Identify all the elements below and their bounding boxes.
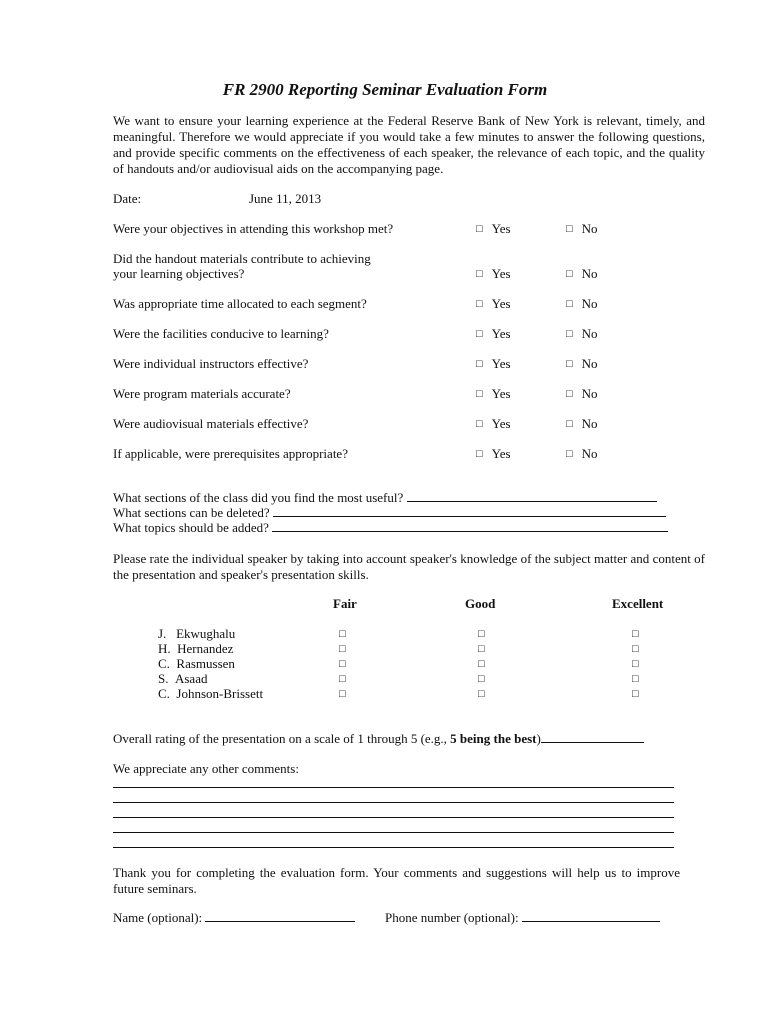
rating-checkbox-excellent[interactable]: □ xyxy=(632,628,639,640)
question-audiovisual: Were audiovisual materials effective? xyxy=(113,416,309,431)
checkbox-icon[interactable]: □ xyxy=(566,298,573,310)
yes-option-facilities[interactable]: □ Yes xyxy=(476,326,511,341)
no-option-handouts[interactable]: □ No xyxy=(566,266,598,281)
no-option-audiovisual[interactable]: □ No xyxy=(566,416,598,431)
checkbox-icon[interactable]: □ xyxy=(476,223,483,235)
name-row: Name (optional): xyxy=(113,910,355,926)
open-question-useful: What sections of the class did you find the most useful? xyxy=(113,490,657,506)
thank-you-note: Thank you for completing the evaluation form. Your comments and suggestions will help us to improve future seminars. xyxy=(113,865,680,896)
checkbox-icon[interactable]: □ xyxy=(476,388,483,400)
question-facilities: Were the facilities conducive to learning? xyxy=(113,326,329,341)
comment-line[interactable] xyxy=(113,847,674,848)
checkbox-icon[interactable]: □ xyxy=(476,448,483,460)
speaker-row: H. Hernandez xyxy=(158,641,234,656)
name-field[interactable] xyxy=(205,910,355,922)
speaker-row: J. Ekwughalu xyxy=(158,626,236,641)
yes-option-materials[interactable]: □ Yes xyxy=(476,386,511,401)
no-option-facilities[interactable]: □ No xyxy=(566,326,598,341)
checkbox-icon[interactable]: □ xyxy=(566,328,573,340)
checkbox-icon[interactable]: □ xyxy=(476,418,483,430)
checkbox-icon[interactable]: □ xyxy=(476,358,483,370)
yes-option-prerequisites[interactable]: □ Yes xyxy=(476,446,511,461)
phone-row: Phone number (optional): xyxy=(385,910,660,926)
rating-header-fair: Fair xyxy=(333,596,357,611)
yes-option-instructors[interactable]: □ Yes xyxy=(476,356,511,371)
question-materials: Were program materials accurate? xyxy=(113,386,291,401)
checkbox-icon[interactable]: □ xyxy=(566,388,573,400)
rating-header-excellent: Excellent xyxy=(612,596,664,611)
date-label: Date: xyxy=(113,191,142,206)
speaker-name: Hernandez xyxy=(177,641,234,656)
rating-checkbox-excellent[interactable]: □ xyxy=(632,658,639,670)
overall-rating-question: Overall rating of the presentation on a scale of 1 through 5 (e.g., 5 being the best) xyxy=(113,731,644,747)
comment-line[interactable] xyxy=(113,817,674,818)
yes-option-handouts[interactable]: □ Yes xyxy=(476,266,511,281)
rating-checkbox-fair[interactable]: □ xyxy=(339,673,346,685)
speaker-row: C. Rasmussen xyxy=(158,656,235,671)
rating-instructions: Please rate the individual speaker by taking into account speaker's knowledge of the subject matter and content of the presentation and speaker's presentation skills. xyxy=(113,551,705,582)
checkbox-icon[interactable]: □ xyxy=(476,298,483,310)
no-option-prerequisites[interactable]: □ No xyxy=(566,446,598,461)
comment-line[interactable] xyxy=(113,832,674,833)
rating-checkbox-good[interactable]: □ xyxy=(478,673,485,685)
deleted-sections-field[interactable] xyxy=(273,505,666,517)
open-question-deleted: What sections can be deleted? xyxy=(113,505,666,521)
added-topics-field[interactable] xyxy=(272,520,668,532)
checkbox-icon[interactable]: □ xyxy=(566,448,573,460)
yes-option-time[interactable]: □ Yes xyxy=(476,296,511,311)
checkbox-icon[interactable]: □ xyxy=(566,223,573,235)
rating-header-good: Good xyxy=(465,596,496,611)
question-instructors: Were individual instructors effective? xyxy=(113,356,309,371)
intro-paragraph: We want to ensure your learning experience at the Federal Reserve Bank of New York is relevant, timely, and meaningful. Therefore we would appreciate if you would take a few minutes to answer the following questions, and provide specific comments on the effectiveness of each speaker, the relevance of each topic, and the quality of handouts and/or audiovisual aids on the accompanying page. xyxy=(113,113,705,176)
rating-checkbox-good[interactable]: □ xyxy=(478,628,485,640)
speaker-name: Asaad xyxy=(174,671,208,686)
date-value: June 11, 2013 xyxy=(249,191,322,206)
rating-checkbox-fair[interactable]: □ xyxy=(339,628,346,640)
checkbox-icon[interactable]: □ xyxy=(566,268,573,280)
speaker-row: C. Johnson-Brissett xyxy=(158,686,264,701)
speaker-name: Rasmussen xyxy=(176,656,235,671)
comments-label: We appreciate any other comments: xyxy=(113,761,299,776)
no-option-materials[interactable]: □ No xyxy=(566,386,598,401)
question-handouts-line1: Did the handout materials contribute to achieving xyxy=(113,251,371,266)
no-option-objectives[interactable]: □ No xyxy=(566,221,598,236)
question-objectives: Were your objectives in attending this workshop met? xyxy=(113,221,394,236)
yes-option-audiovisual[interactable]: □ Yes xyxy=(476,416,511,431)
overall-rating-field[interactable] xyxy=(541,731,644,743)
rating-checkbox-excellent[interactable]: □ xyxy=(632,688,639,700)
rating-checkbox-fair[interactable]: □ xyxy=(339,643,346,655)
no-option-time[interactable]: □ No xyxy=(566,296,598,311)
speaker-row: S. Asaad xyxy=(158,671,208,686)
rating-checkbox-fair[interactable]: □ xyxy=(339,688,346,700)
speaker-name: Ekwughalu xyxy=(176,626,236,641)
rating-checkbox-excellent[interactable]: □ xyxy=(632,643,639,655)
comment-line[interactable] xyxy=(113,787,674,788)
open-question-added: What topics should be added? xyxy=(113,520,668,536)
yes-option-objectives[interactable]: □ Yes xyxy=(476,221,511,236)
rating-checkbox-excellent[interactable]: □ xyxy=(632,673,639,685)
checkbox-icon[interactable]: □ xyxy=(476,328,483,340)
rating-checkbox-good[interactable]: □ xyxy=(478,643,485,655)
speaker-name: Johnson-Brissett xyxy=(176,686,264,701)
comment-line[interactable] xyxy=(113,802,674,803)
rating-checkbox-good[interactable]: □ xyxy=(478,658,485,670)
question-time: Was appropriate time allocated to each segment? xyxy=(113,296,367,311)
question-handouts-line2: your learning objectives? xyxy=(113,266,245,281)
question-prerequisites: If applicable, were prerequisites appropriate? xyxy=(113,446,348,461)
rating-checkbox-good[interactable]: □ xyxy=(478,688,485,700)
form-title: FR 2900 Reporting Seminar Evaluation Form xyxy=(222,80,548,99)
checkbox-icon[interactable]: □ xyxy=(566,418,573,430)
phone-field[interactable] xyxy=(522,910,660,922)
checkbox-icon[interactable]: □ xyxy=(476,268,483,280)
rating-checkbox-fair[interactable]: □ xyxy=(339,658,346,670)
useful-sections-field[interactable] xyxy=(407,490,657,502)
no-option-instructors[interactable]: □ No xyxy=(566,356,598,371)
checkbox-icon[interactable]: □ xyxy=(566,358,573,370)
